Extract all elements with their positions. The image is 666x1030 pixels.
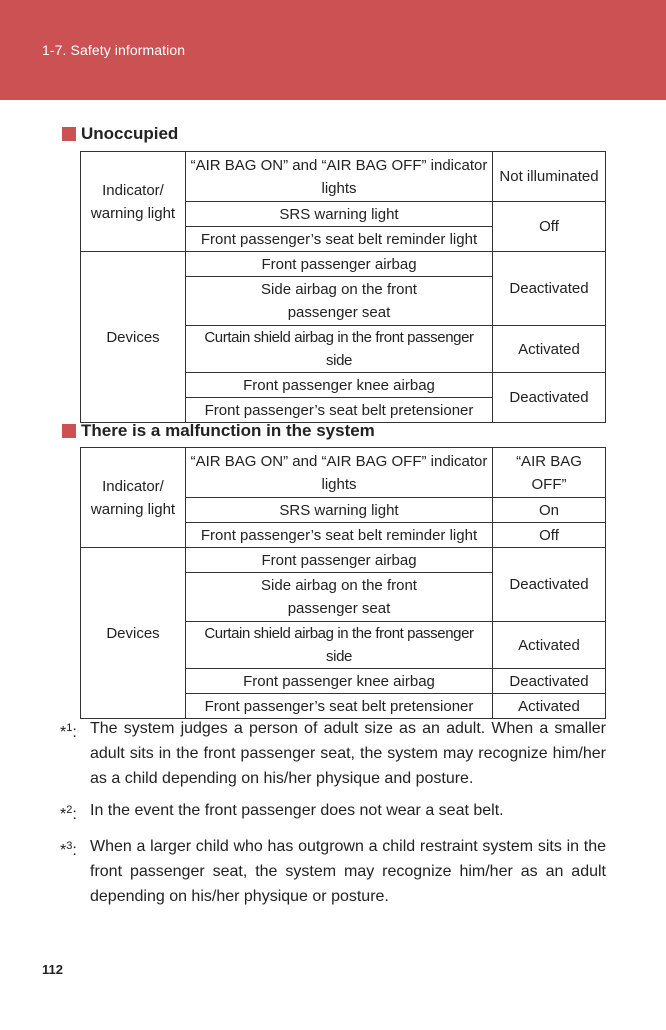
status-value: Off [493,523,606,548]
status-value: On [493,498,606,523]
status-table-malfunction [80,447,606,719]
footnote-text: The system judges a person of adult size as an adult. When a smaller adult sits in the front passenger seat, the system may recognize him/her as a child depending on his/her physique and posture. [90,720,606,787]
item-label: Curtain shield airbag in the front passenger side [186,622,493,669]
table-row [81,448,606,498]
item-label: Front passenger airbag [186,548,493,573]
footnote [60,834,606,909]
status-value: Not illuminated [493,152,606,202]
item-label: “AIR BAG ON” and “AIR BAG OFF” indicator lights [186,152,493,202]
item-label: Front passenger’s seat belt pretensioner [186,694,493,719]
footnotes [60,716,606,916]
status-value: Off [493,202,606,252]
item-label: SRS warning light [186,498,493,523]
square-bullet-icon [62,127,76,141]
status-table-unoccupied [80,151,606,423]
table-row [81,252,606,277]
footnote-text: When a larger child who has outgrown a child restraint system sits in the front passenger seat, the system may recognize him/her as an adult depending on his/her physique or posture. [90,838,606,905]
item-label: Side airbag on the front passenger seat [186,277,493,326]
status-value: Activated [493,326,606,373]
item-label: “AIR BAG ON” and “AIR BAG OFF” indicator lights [186,448,493,498]
table-row [81,152,606,202]
page-number: 112 [42,962,63,977]
header-band [0,0,666,100]
footnote-text: In the event the front passenger does not wear a seat belt. [90,802,504,819]
section-heading-unoccupied [62,124,178,144]
group-label-indicator: Indicator/ warning light [81,448,186,548]
status-value: Deactivated [493,669,606,694]
footnote [60,798,606,827]
section-heading-text: Unoccupied [81,124,179,143]
section-title: 1-7. Safety information [42,42,186,58]
group-label-devices: Devices [81,252,186,423]
item-label: Front passenger knee airbag [186,373,493,398]
status-value: Deactivated [493,252,606,326]
item-label: Side airbag on the front passenger seat [186,573,493,622]
item-label: Front passenger’s seat belt pretensioner [186,398,493,423]
item-label: Curtain shield airbag in the front passenger side [186,326,493,373]
group-label-indicator: Indicator/ warning light [81,152,186,252]
footnote-mark: *$^1$: [60,722,77,741]
section-heading-malfunction [62,421,375,441]
table-row [81,548,606,573]
item-label: Front passenger knee airbag [186,669,493,694]
group-label-devices: Devices [81,548,186,719]
status-value: “AIR BAG OFF” [493,448,606,498]
footnote [60,716,606,791]
item-label: Front passenger’s seat belt reminder light [186,523,493,548]
item-label: SRS warning light [186,202,493,227]
item-label: Front passenger airbag [186,252,493,277]
status-value: Activated [493,622,606,669]
section-heading-text: There is a malfunction in the system [81,421,375,440]
status-value: Deactivated [493,548,606,622]
status-value: Activated [493,694,606,719]
square-bullet-icon [62,424,76,438]
footnote-mark: *$^2$: [60,804,77,823]
status-value: Deactivated [493,373,606,423]
footnote-mark: *$^3$: [60,840,77,859]
item-label: Front passenger’s seat belt reminder light [186,227,493,252]
